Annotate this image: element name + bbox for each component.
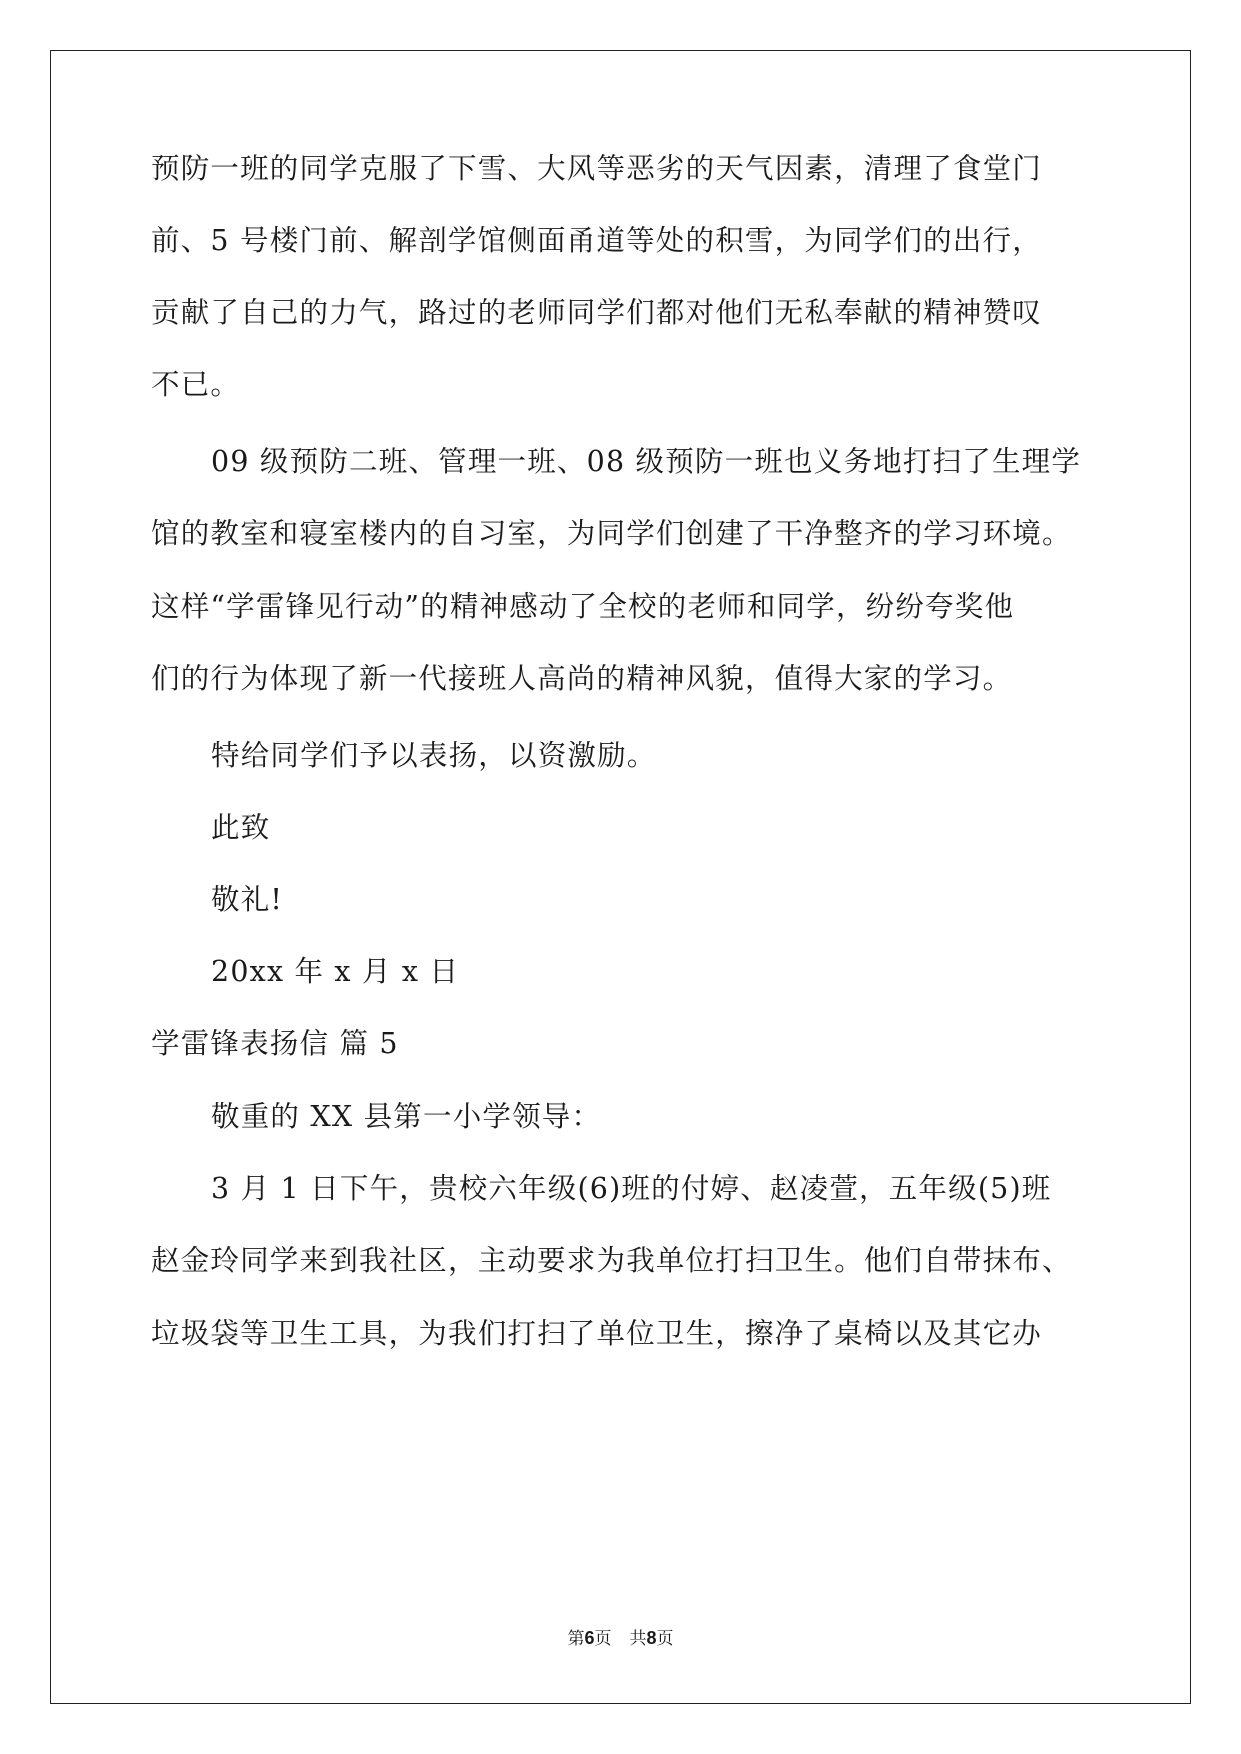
total-prefix: 共 — [629, 1629, 647, 1649]
paragraph-line: 这样“学雷锋见行动”的精神感动了全校的老师和同学，纷纷夸奖他 — [151, 590, 1015, 623]
page-number-footer — [0, 1624, 1241, 1649]
closing-line: 此致 — [211, 811, 271, 844]
date-line: 20xx 年 x 月 x 日 — [211, 955, 460, 988]
greeting-line: 敬重的 XX 县第一小学领导： — [211, 1100, 602, 1133]
salutation-line: 敬礼! — [211, 883, 284, 916]
paragraph-line: 09 级预防二班、管理一班、08 级预防一班也义务地打扫了生理学 — [211, 445, 1082, 478]
paragraph-line: 们的行为体现了新一代接班人高尚的精神风貌，值得大家的学习。 — [151, 662, 1013, 695]
paragraph-line: 垃圾袋等卫生工具，为我们打扫了单位卫生，擦净了桌椅以及其它办 — [151, 1317, 1043, 1350]
paragraph-line: 馆的教室和寝室楼内的自习室，为同学们创建了干净整齐的学习环境。 — [151, 517, 1072, 550]
page-prefix: 第 — [567, 1629, 585, 1649]
paragraph-line: 特给同学们予以表扬，以资激励。 — [211, 739, 657, 772]
paragraph-line: 贡献了自己的力气，路过的老师同学们都对他们无私奉献的精神赞叹 — [151, 296, 1043, 329]
paragraph-line: 前、5 号楼门前、解剖学馆侧面甬道等处的积雪，为同学们的出行， — [151, 224, 1042, 257]
paragraph-line: 预防一班的同学克服了下雪、大风等恶劣的天气因素，清理了食堂门 — [151, 152, 1043, 185]
paragraph-line: 3 月 1 日下午，贵校六年级(6)班的付婷、赵凌萱，五年级(5)班 — [211, 1172, 1052, 1205]
total-suffix: 页 — [656, 1629, 674, 1649]
paragraph-line: 不已。 — [151, 368, 241, 401]
paragraph-line: 赵金玲同学来到我社区，主动要求为我单位打扫卫生。他们自带抹布、 — [151, 1244, 1072, 1277]
page-suffix: 页 — [594, 1629, 612, 1649]
section-heading: 学雷锋表扬信 篇 5 — [151, 1027, 399, 1060]
total-pages-number: 8 — [646, 1628, 657, 1648]
current-page-number: 6 — [584, 1628, 595, 1648]
